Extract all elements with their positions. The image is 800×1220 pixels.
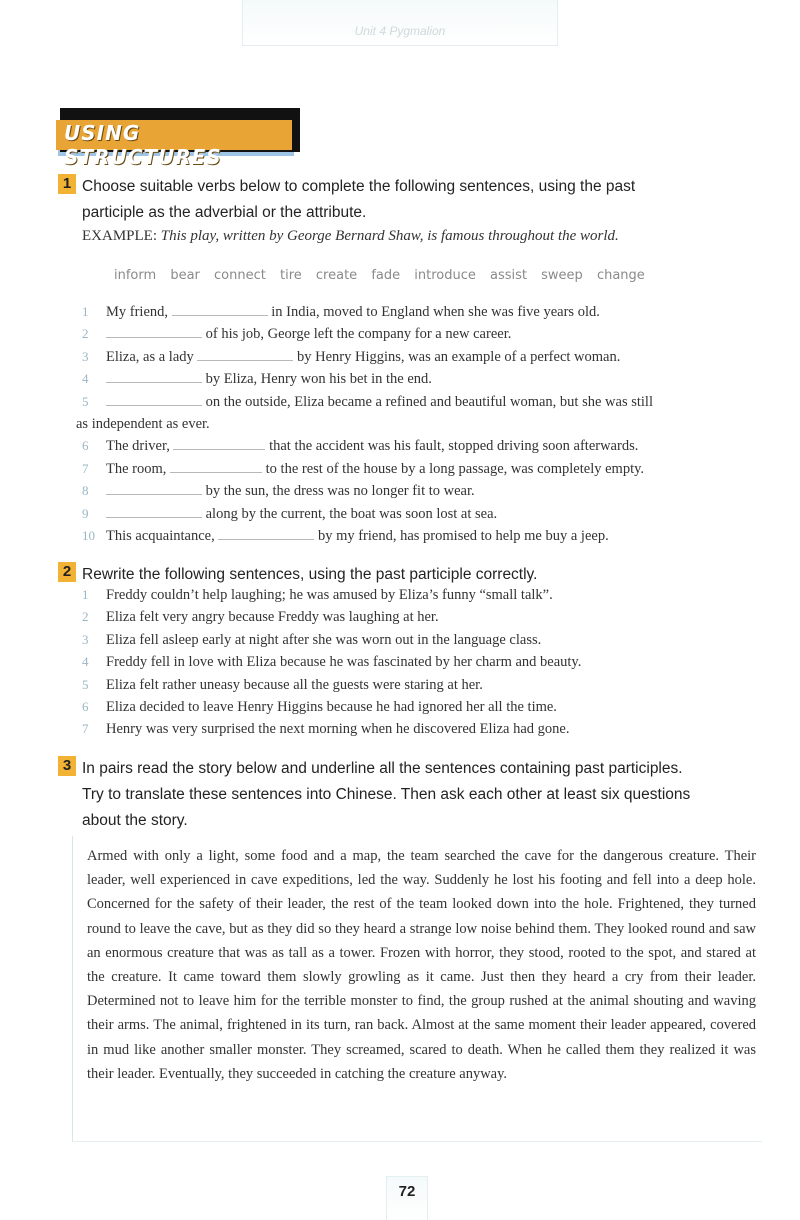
- word-bank-item: bear: [170, 268, 200, 283]
- section-title: USING STRUCTURES: [64, 121, 222, 169]
- task-instruction: Rewrite the following sentences, using the past participle correctly.: [82, 566, 538, 583]
- answer-blank[interactable]: [218, 525, 314, 540]
- list-item: 9 along by the current, the boat was soon lost at sea.: [82, 503, 653, 525]
- list-item: 10 This acquaintance, by my friend, has promised to help me buy a jeep.: [82, 525, 653, 547]
- example: [82, 228, 619, 245]
- task-1-items: [76, 301, 653, 547]
- list-item: 2 of his job, George left the company for a new career.: [82, 323, 653, 345]
- answer-blank[interactable]: [172, 301, 268, 316]
- unit-label: Unit 4 Pygmalion: [354, 24, 446, 38]
- answer-blank[interactable]: [106, 480, 202, 495]
- unit-header: [242, 0, 558, 46]
- list-item: 6 The driver, that the accident was his fault, stopped driving soon afterwards.: [82, 435, 653, 457]
- answer-blank[interactable]: [106, 368, 202, 383]
- list-item: 5 Eliza felt rather uneasy because all the guests were staring at her.: [82, 676, 483, 693]
- list-item: 2 Eliza felt very angry because Freddy was laughing at her.: [82, 609, 439, 626]
- list-item: 3 Eliza, as a lady by Henry Higgins, was an example of a perfect woman.: [82, 346, 653, 368]
- list-item: 3 Eliza fell asleep early at night after she was worn out in the language class.: [82, 631, 542, 648]
- word-bank-item: create: [315, 268, 358, 283]
- word-bank-item: change: [596, 268, 645, 283]
- list-item: 4 by Eliza, Henry won his bet in the end.: [82, 368, 653, 390]
- list-item-continuation: as independent as ever.: [76, 415, 210, 432]
- word-bank-item: introduce: [414, 268, 476, 283]
- list-item: 7 The room, to the rest of the house by a long passage, was completely empty.: [82, 458, 653, 480]
- task-number: 3: [58, 756, 76, 776]
- word-bank-item: inform: [114, 268, 157, 283]
- task-instruction: In pairs read the story below and underline all the sentences containing past participles. Try to translate these sentences into Chinese. Then ask each other at least six questions about the story.: [82, 760, 691, 829]
- section-banner: [56, 108, 300, 169]
- task-number: 2: [58, 562, 76, 582]
- answer-blank[interactable]: [106, 391, 202, 406]
- list-item: 1 Freddy couldn’t help laughing; he was amused by Eliza’s funny “small talk”.: [82, 587, 553, 603]
- word-bank-item: tire: [279, 268, 302, 283]
- answer-blank[interactable]: [173, 435, 265, 450]
- word-bank: [114, 268, 655, 283]
- word-bank-item: connect: [214, 268, 266, 283]
- task-number: 1: [58, 174, 76, 194]
- word-bank-item: fade: [371, 268, 401, 283]
- story-passage: Armed with only a light, some food and a map, the team searched the cave for the dangerous creature. Their leader, well experienced in cave expeditions, led the way. Suddenly he lost his footing and fell into a deep hole. Concerned for the safety of their leader, the rest of the team looked down into the hole. Frightened, they turned round to leave the cave, but as they did so they heard a strange low noise behind them. They looked round and saw an enormous creature that was as tall as a tower. Frozen with horror, they stood, rooted to the spot, and stared at the creature. It came toward them slowly growling as it came. Just then they heard a cry from their leader. Determined not to leave him for the terrible monster to find, the group rushed at the animal shouting and waving their arms. The animal, frightened in its turn, ran back. Almost at the same moment their leader appeared, covered in mud like another smaller monster. They screamed, scared to death. When he called them they realized it was their leader. Eventually, they succeeded in catching the creature anyway.: [72, 836, 762, 1142]
- word-bank-item: sweep: [541, 268, 583, 283]
- answer-blank[interactable]: [170, 458, 262, 473]
- task-instruction: Choose suitable verbs below to complete the following sentences, using the past participle as the adverbial or the attribute.: [82, 178, 636, 221]
- answer-blank[interactable]: [106, 503, 202, 518]
- list-item: 5 on the outside, Eliza became a refined and beautiful woman, but she was still: [82, 391, 653, 413]
- list-item: 1 My friend, in India, moved to England when she was five years old.: [82, 301, 653, 323]
- task-2-items: [82, 584, 581, 741]
- list-item: 4 Freddy fell in love with Eliza because he was fascinated by her charm and beauty.: [82, 654, 582, 671]
- page-number: 72: [386, 1176, 428, 1220]
- list-item: 8 by the sun, the dress was no longer fit to wear.: [82, 480, 653, 502]
- answer-blank[interactable]: [197, 346, 293, 361]
- answer-blank[interactable]: [106, 323, 202, 338]
- list-item: 7 Henry was very surprised the next morning when he discovered Eliza had gone.: [82, 721, 570, 738]
- list-item: 6 Eliza decided to leave Henry Higgins because he had ignored her all the time.: [82, 698, 557, 715]
- example-sentence: This play, written by George Bernard Shaw, is famous throughout the world.: [160, 228, 619, 244]
- word-bank-item: assist: [490, 268, 528, 283]
- example-label: EXAMPLE:: [82, 228, 157, 244]
